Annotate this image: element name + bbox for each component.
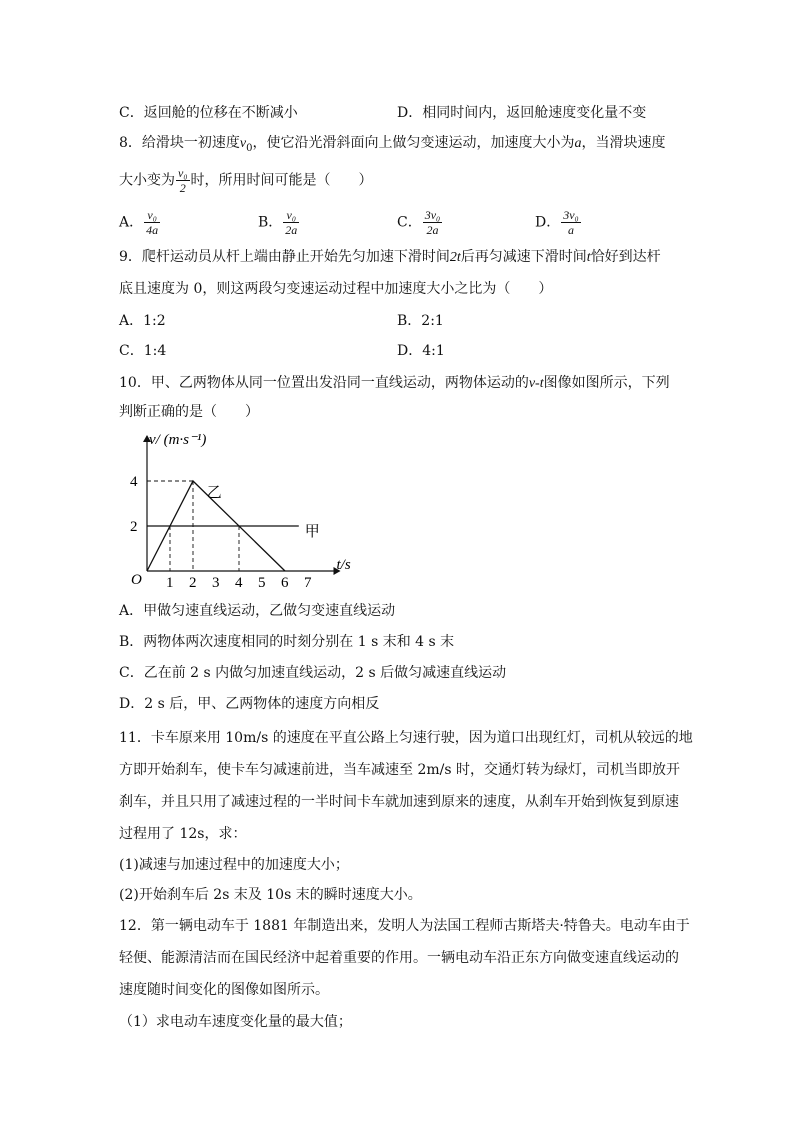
- vt-chart: [120, 428, 380, 593]
- x-tick-label: 5: [258, 575, 266, 591]
- series-label-jia: 甲: [304, 524, 320, 540]
- x-tick-label: 1: [166, 575, 174, 591]
- q8-stem-line1: 8．给滑块一初速度$v_0$，使它沿光滑斜面向上做匀变速运动，加速度大小为a，当滑块速度: [119, 135, 666, 154]
- y-tick-label: 2: [130, 519, 138, 535]
- x-tick-label: 6: [281, 575, 289, 591]
- q11-stem-line4: 过程用了 12s，求：: [119, 826, 247, 842]
- q11-stem-line2: 方即开始刹车，使卡车匀减速前进，当车减速至 2m/s 时，交通灯转为绿灯，司机当即放开: [119, 762, 680, 778]
- x-tick-label: 7: [304, 575, 312, 591]
- q10-option-b[interactable]: B．两物体两次速度相同的时刻分别在 1 s 末和 4 s 末: [119, 634, 455, 650]
- x-tick-label: 4: [235, 575, 243, 591]
- q8-option-d[interactable]: D． $\frac{\text{3v₀}}{a}$: [535, 208, 579, 237]
- q10-option-c[interactable]: C．乙在前 2 s 内做匀加速直线运动，2 s 后做匀减速直线运动: [119, 665, 507, 681]
- q7-option-c[interactable]: C．返回舱的位移在不断减小: [119, 105, 298, 121]
- q12-stem-line1: 12．第一辆电动车于 1881 年制造出来，发明人为法国工程师古斯塔夫·特鲁夫。电动车由于: [119, 918, 690, 934]
- x-tick-label: 2: [189, 575, 197, 591]
- q11-stem-line3: 刹车，并且只用了减速过程的一半时间卡车就加速到原来的速度，从刹车开始到恢复到原速: [119, 794, 679, 810]
- q9-stem-line2: 底且速度为 0，则这两段匀变速运动过程中加速度大小之比为（ ）: [119, 281, 553, 297]
- q7-option-d[interactable]: D．相同时间内，返回舱速度变化量不变: [397, 105, 647, 121]
- series-label-yi: 乙: [206, 484, 222, 501]
- q8-stem-line2: 大小变为 $\frac{\text{v₀}}{2}$ 时，所用时间可能是（ ）: [119, 166, 373, 195]
- fraction: $\frac{\text{v₀}}{2}$: [178, 166, 188, 195]
- q9-option-b[interactable]: B．2:1: [397, 313, 444, 329]
- y-tick-label: 4: [130, 474, 138, 490]
- q11-sub2: (2)开始刹车后 2s 末及 10s 末的瞬时速度大小。: [119, 887, 422, 903]
- q8-option-b[interactable]: B． $\frac{\text{v₀}}{2a}$: [258, 208, 298, 237]
- q8-option-a[interactable]: A． $\frac{\text{v₀}}{4a}$: [119, 208, 159, 237]
- q8-option-c[interactable]: C． $\frac{\text{3v₀}}{2a}$: [397, 208, 441, 237]
- q10-option-a[interactable]: A．甲做匀速直线运动，乙做匀变速直线运动: [119, 603, 396, 619]
- q9-option-c[interactable]: C．1:4: [119, 343, 167, 359]
- q10-stem-line2: 判断正确的是（ ）: [119, 404, 259, 420]
- x-axis-label: t/s: [336, 557, 351, 573]
- q12-stem-line3: 速度随时间变化的图像如图所示。: [119, 982, 329, 998]
- y-axis-label: v/ (m·s⁻¹): [149, 432, 207, 448]
- q9-option-d[interactable]: D．4:1: [397, 343, 445, 359]
- q11-stem-line1: 11．卡车原来用 10m/s 的速度在平直公路上匀速行驶，因为道口出现红灯，司机从较远的地: [119, 730, 693, 746]
- q10-stem-line1: 10．甲、乙两物体从同一位置出发沿同一直线运动，两物体运动的v-t图像如图所示，下列: [119, 375, 670, 391]
- q12-stem-line2: 轻便、能源清洁而在国民经济中起着重要的作用。一辆电动车沿正东方向做变速直线运动的: [119, 950, 679, 966]
- x-tick-label: 3: [212, 575, 220, 591]
- q9-option-a[interactable]: A．1:2: [119, 313, 166, 329]
- origin-label: O: [131, 572, 142, 588]
- q11-sub1: (1)减速与加速过程中的加速度大小；: [119, 857, 349, 873]
- q12-sub1: （1）求电动车速度变化量的最大值；: [119, 1014, 352, 1030]
- q10-option-d[interactable]: D．2 s 后，甲、乙两物体的速度方向相反: [119, 696, 380, 712]
- q9-stem-line1: 9．爬杆运动员从杆上端由静止开始先匀加速下滑时间2t后再匀减速下滑时间t恰好到达杆: [119, 249, 661, 265]
